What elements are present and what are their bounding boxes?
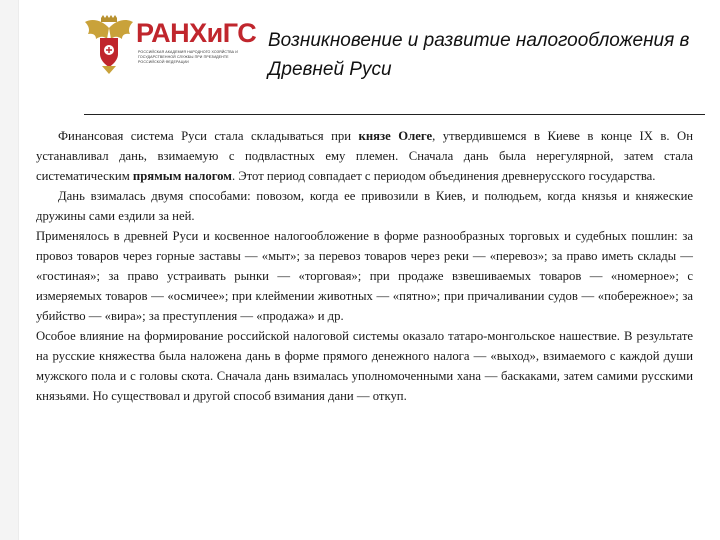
logo-subtitle: РОССИЙСКАЯ АКАДЕМИЯ НАРОДНОГО ХОЗЯЙСТВА И ГОСУДАРСТВЕННОЙ СЛУЖБЫ ПРИ ПРЕЗИДЕНТЕ РОССИЙСКОЙ ФЕДЕРАЦИИ <box>138 50 238 64</box>
paragraph-indirect-taxes: Применялось в древней Руси и косвенное налогообложение в форме разнообразных торговых и судебных пошлин: за провоз товаров через горные заставы — «мыт»; за перевоз товаров через реки — «перевоз»; за право иметь склады — «гостиная»; за право устраивать рынки — «торговая»; при продаже взвешиваемых товаров — «номерное»; с измеряемых товаров — «осмичее»; при клеймении животных — «пятно»; при причаливании судов — «побережное»; за убийство — «вира»; за преступления — «продажа» и др. <box>36 229 693 323</box>
paragraph-financial-system <box>36 126 693 186</box>
p1-direct-tax: прямым налогом <box>132 169 232 183</box>
eagle-emblem-icon <box>84 14 134 76</box>
p1-prince-oleg: князе Олеге <box>358 129 433 143</box>
p1-text-c: , утвердившемся в Киеве в конце IX в. Он устанавливал дань, взимаемую с подвластных ему племен. Сначала дань была нерегулярной, затем стала систематическим <box>36 129 693 183</box>
paragraph-mongol-influence: Особое влияние на формирование российской налоговой системы оказало татаро-монгольское нашествие. В результате на русские княжества была наложена дань в форме прямого денежного налога — «выход», взимаемого с каждой души мужского пола и с головы скота. Сначала дань взималась уполномоченными хана — баскаками, затем самими русскими князьями. Но существовал и другой способ взимания дани — откуп. <box>36 329 693 403</box>
paragraph-tribute-methods: Дань взималась двумя способами: повозом, когда ее привозили в Киев, и полюдьем, когда князья и княжеские дружины сами ездили за ней. <box>36 189 693 223</box>
p1-text-a: Финансовая система Руси стала складываться при <box>58 129 359 143</box>
p1-text-e: . Этот период совпадает с периодом объединения древнерусского государства. <box>231 169 656 183</box>
slide-title: Возникновение и развитие налогообложения в Древней Руси <box>268 30 690 80</box>
title-divider <box>84 114 705 115</box>
logo-wordmark: РАНХиГС <box>136 18 257 48</box>
ranepa-logo <box>84 12 257 78</box>
slide-left-margin <box>0 0 19 540</box>
slide-body <box>36 126 693 406</box>
